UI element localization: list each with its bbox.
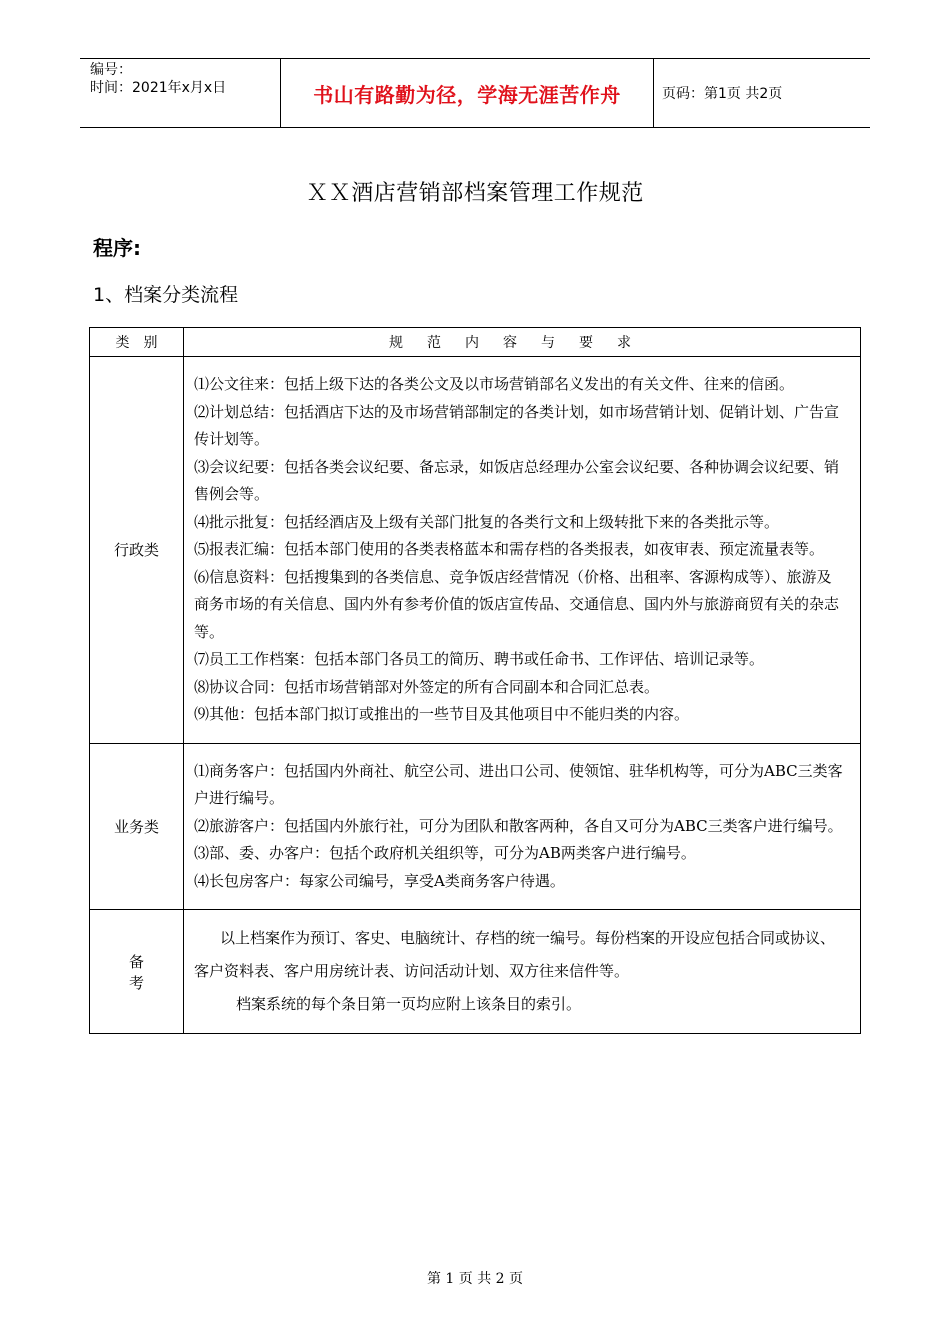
archive-classification-table xyxy=(89,327,861,1034)
table-header-row xyxy=(90,328,861,357)
page-info: 页码：第1页 共2页 xyxy=(662,86,783,102)
list-item: ⑸报表汇编：包括本部门使用的各类表格蓝本和需存档的各类报表，如夜审表、预定流量表等。 xyxy=(194,540,825,558)
category-business: 业务类 xyxy=(90,743,184,910)
document-title: ＸＸ酒店营销部档案管理工作规范 xyxy=(306,181,644,206)
remarks-paragraph: 以上档案作为预订、客史、电脑统计、存档的统一编号。每份档案的开设应包括合同或协议、客户资料表、客户用房统计表、访问活动计划、双方往来信件等。 xyxy=(194,929,836,980)
list-item: ⑻协议合同：包括市场营销部对外签定的所有合同副本和合同汇总表。 xyxy=(194,677,660,696)
remarks-text xyxy=(184,910,861,1034)
list-item: ⑴商务客户：包括国内外商社、航空公司、进出口公司、使领馆、驻华机构等，可分为ABC三类客户进行编号。 xyxy=(194,761,843,807)
motto: 书山有路勤为径，学海无涯苦作舟 xyxy=(313,82,621,107)
table-row xyxy=(90,357,861,744)
list-item: ⑶部、委、办客户：包括个政府机关组织等，可分为AB两类客户进行编号。 xyxy=(194,844,696,862)
category-admin: 行政类 xyxy=(90,357,184,744)
table-row xyxy=(90,743,861,910)
subsection-heading: 1、档案分类流程 xyxy=(93,284,239,306)
number-label: 编号： xyxy=(90,62,132,78)
list-item: ⑹信息资料：包括搜集到的各类信息、竞争饭店经营情况（价格、出租率、客源构成等）、旅游及商务市场的有关信息、国内外有参考价值的饭店宣传品、交通信息、国内外与旅游商贸有关的杂志等。 xyxy=(194,567,840,641)
page-header xyxy=(80,58,870,128)
header-requirements: 规范内容与要求 xyxy=(184,328,861,357)
remarks-paragraph: 档案系统的每个条目第一页均应附上该条目的索引。 xyxy=(236,995,582,1013)
page-footer: 第 1 页 共 2 页 xyxy=(426,1271,524,1287)
admin-items xyxy=(184,357,861,744)
time-label: 时间：2021年x月x日 xyxy=(90,80,227,96)
header-category: 类别 xyxy=(90,328,184,357)
header-motto-cell xyxy=(280,59,654,127)
header-meta xyxy=(80,59,280,127)
list-item: ⑷批示批复：包括经酒店及上级有关部门批复的各类行文和上级转批下来的各类批示等。 xyxy=(194,512,780,531)
business-items xyxy=(184,743,861,910)
list-item: ⑵计划总结：包括酒店下达的及市场营销部制定的各类计划，如市场营销计划、促销计划、广告宣传计划等。 xyxy=(194,402,840,448)
section-heading: 程序: xyxy=(93,236,141,260)
table-row xyxy=(90,910,861,1034)
list-item: ⑼其他：包括本部门拟订或推出的一些节目及其他项目中不能归类的内容。 xyxy=(194,705,690,723)
list-item: ⑶会议纪要：包括各类会议纪要、备忘录，如饭店总经理办公室会议纪要、各种协调会议纪要、销售例会等。 xyxy=(194,457,840,503)
list-item: ⑷长包房客户：每家公司编号，享受A类商务客户待遇。 xyxy=(194,871,565,890)
list-item: ⑺员工工作档案：包括本部门各员工的简历、聘书或任命书、工作评估、培训记录等。 xyxy=(194,650,765,668)
list-item: ⑵旅游客户：包括国内外旅行社，可分为团队和散客两种，各自又可分为ABC三类客户进行编号。 xyxy=(194,816,843,835)
list-item: ⑴公文往来：包括上级下达的各类公文及以市场营销部名义发出的有关文件、往来的信函。 xyxy=(194,375,795,393)
category-remarks: 备考 xyxy=(90,910,184,1034)
